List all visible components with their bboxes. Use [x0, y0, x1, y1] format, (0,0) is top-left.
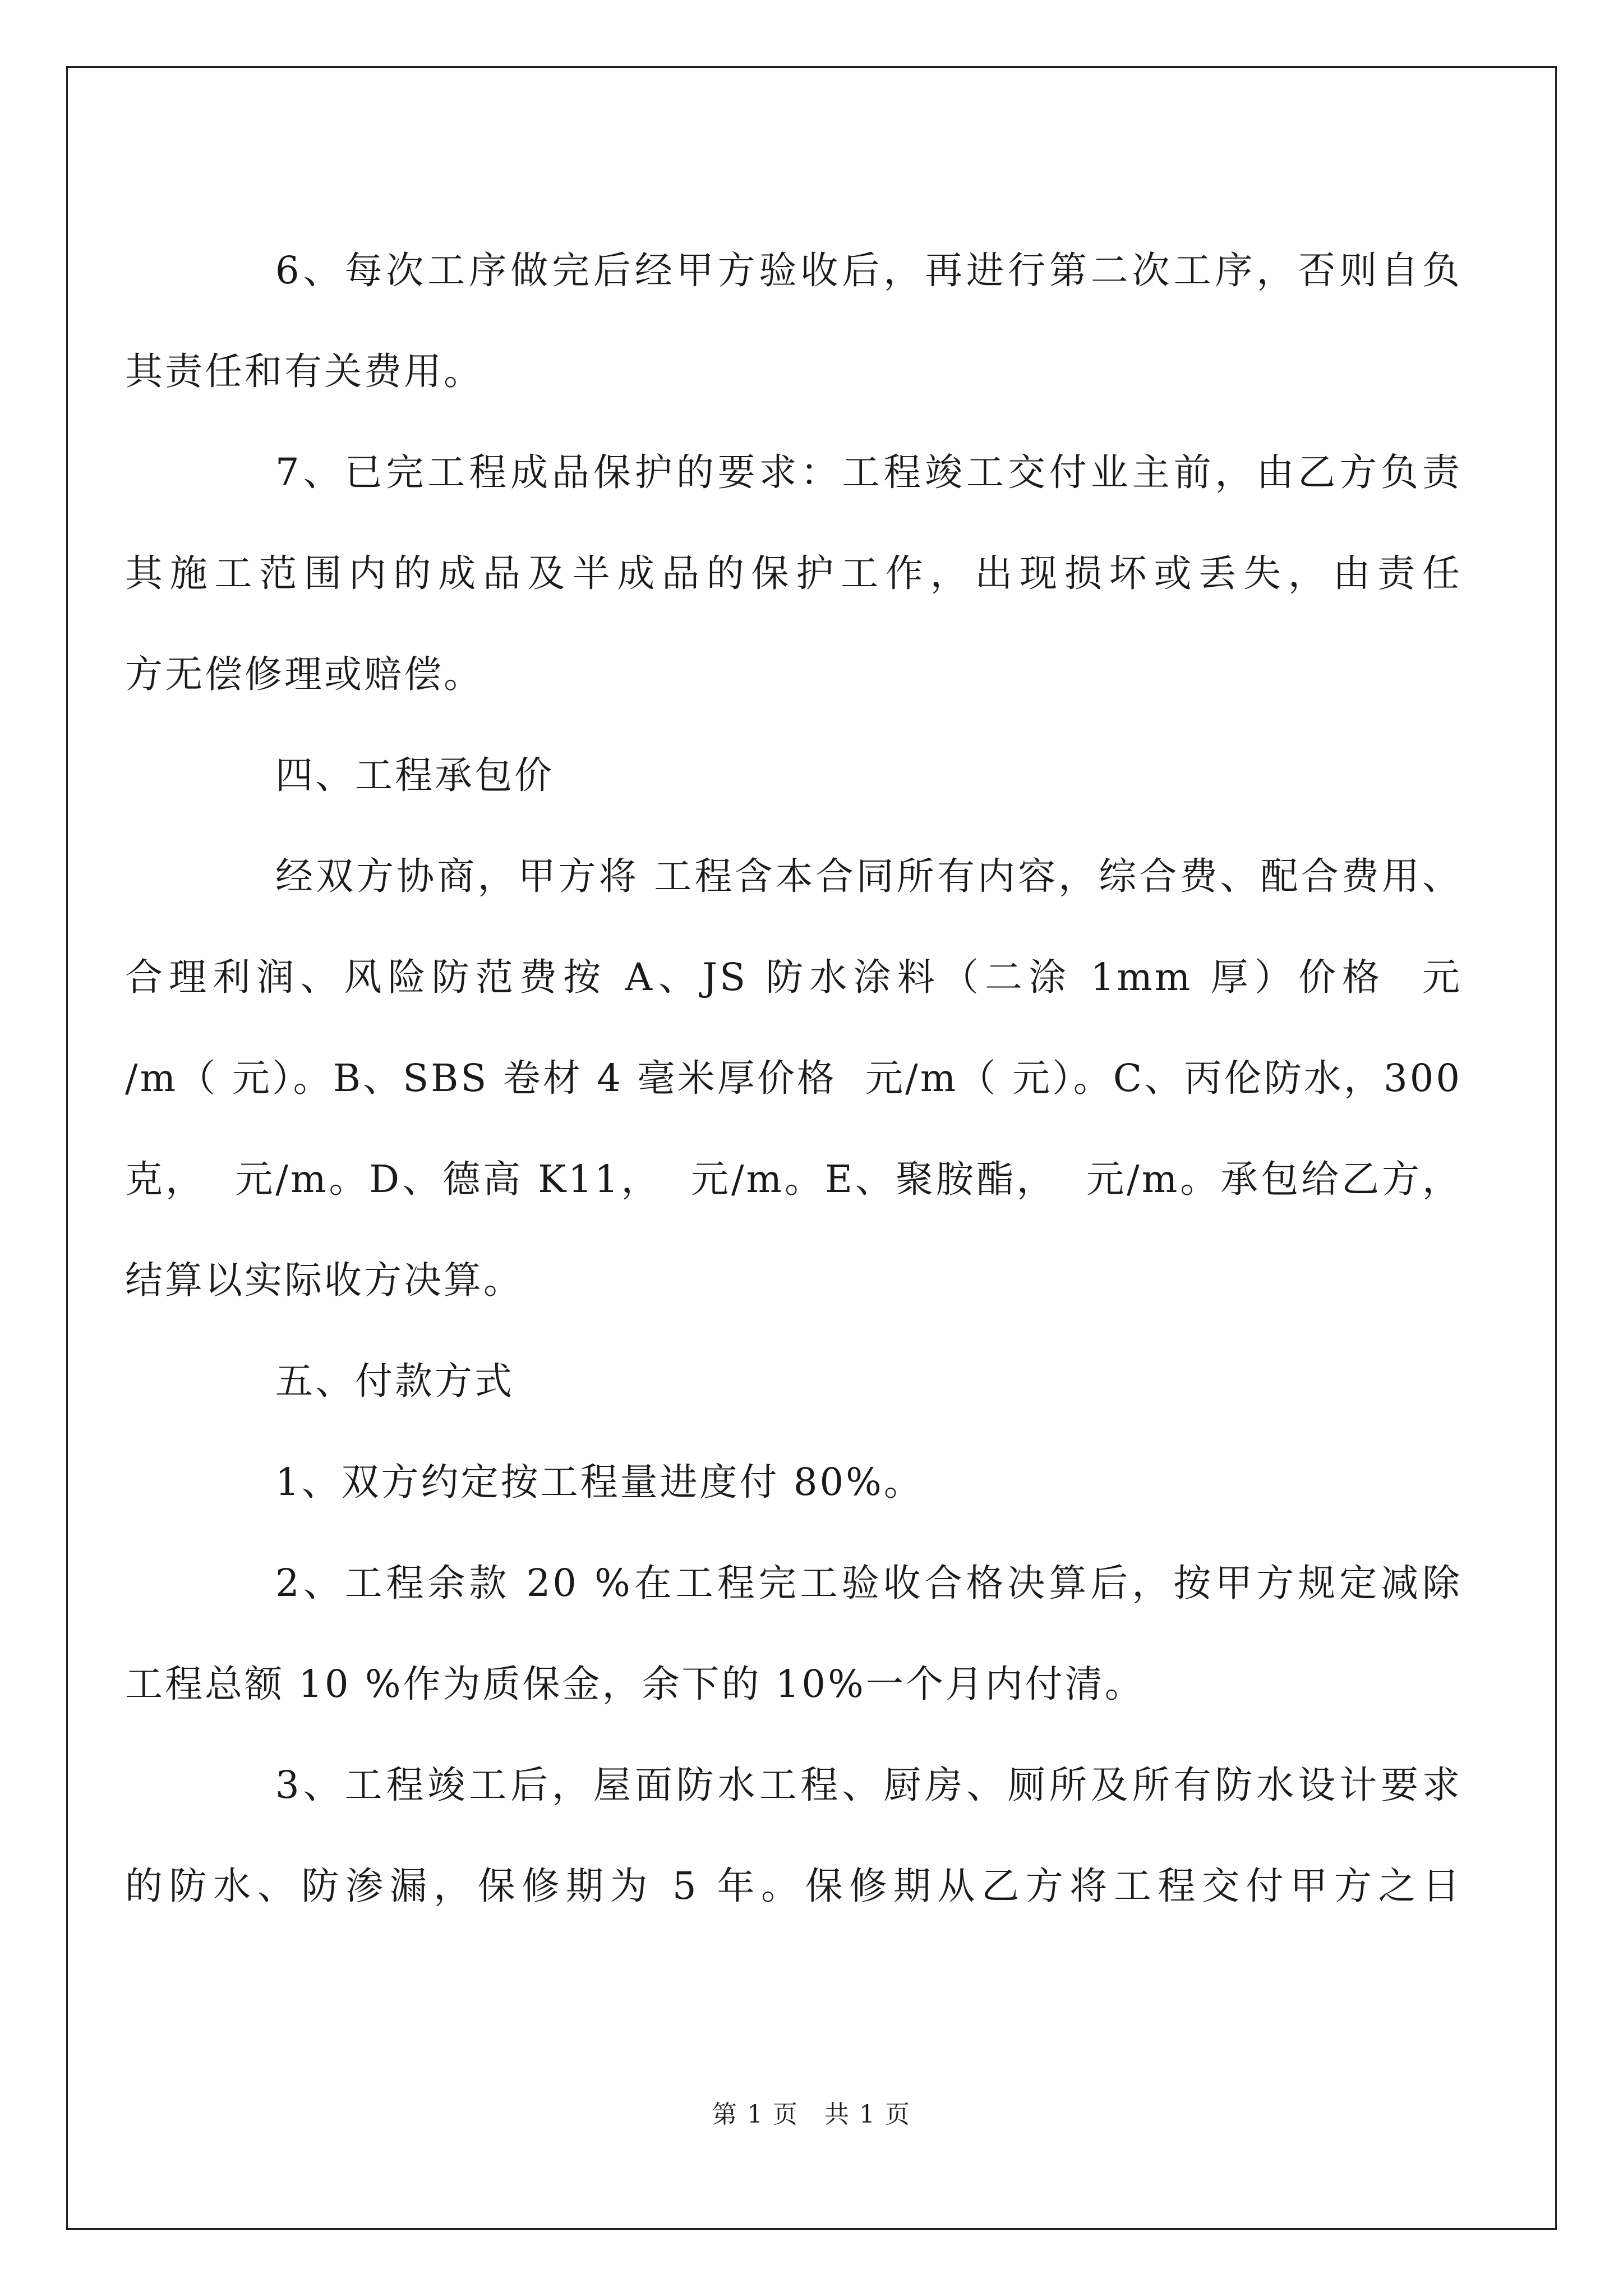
paragraph-item-7 [125, 422, 1462, 725]
text-line: 经双方协商，甲方将 工程含本合同所有内容，综合费、配合费用、 [275, 854, 1462, 898]
text-line: 工程总额 10 %作为质保金，余下的 10%一个月内付清。 [125, 1662, 1145, 1706]
text-line: 其责任和有关费用。 [125, 349, 483, 393]
paragraph-payment-2 [125, 1533, 1462, 1734]
section-heading-price [200, 725, 1462, 826]
text-line: 的防水、防渗漏，保修期为 5 年。保修期从乙方将工程交付甲方之日 [125, 1864, 1462, 1908]
text-line: /m（ 元）。B、SBS 卷材 4 毫米厚价格 元/m（ 元）。C、丙伦防水，300 [125, 1056, 1462, 1100]
text-line: 合理利润、风险防范费按 A、JS 防水涂料（二涂 1mm 厚）价格 元 [125, 955, 1462, 999]
text-line: 其施工范围内的成品及半成品的保护工作，出现损坏或丢失，由责任 [125, 551, 1462, 595]
text-line: 2、工程余款 20 %在工程完工验收合格决算后，按甲方规定减除 [275, 1561, 1462, 1605]
text-line: 结算以实际收方决算。 [125, 1258, 523, 1302]
text-line: 方无偿修理或赔偿。 [125, 652, 483, 696]
text-line: 克， 元/m。D、德高 K11， 元/m。E、聚胺酯， 元/m。承包给乙方， [125, 1157, 1462, 1201]
section-heading-payment [200, 1331, 1462, 1432]
text-line: 3、工程竣工后，屋面防水工程、厨房、厕所及所有防水设计要求 [275, 1763, 1462, 1807]
paragraph-item-6 [125, 220, 1462, 422]
page-number-footer: 第 1 页 共 1 页 [712, 2100, 911, 2129]
paragraph-payment-3 [125, 1734, 1462, 1936]
text-line: 五、付款方式 [275, 1359, 514, 1403]
paragraph-payment-1 [200, 1432, 1462, 1533]
text-line: 7、已完工程成品保护的要求：工程竣工交付业主前，由乙方负责 [275, 450, 1462, 494]
text-line: 四、工程承包价 [275, 753, 554, 797]
document-body [125, 220, 1462, 1936]
text-line: 6、每次工序做完后经甲方验收后，再进行第二次工序，否则自负 [275, 249, 1462, 292]
text-line: 1、双方约定按工程量进度付 80%。 [275, 1460, 924, 1504]
paragraph-price [125, 826, 1462, 1331]
